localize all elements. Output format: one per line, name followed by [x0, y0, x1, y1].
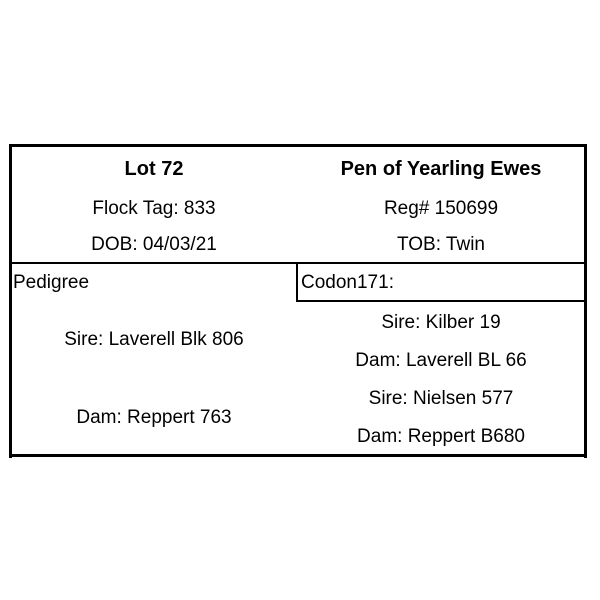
section-divider: [9, 262, 587, 264]
codon-bottom-divider: [296, 300, 587, 302]
pedigree-label: Pedigree: [13, 272, 90, 293]
lot-card: [9, 144, 587, 458]
registration-number: Reg# 150699: [383, 198, 499, 219]
paternal-grandsire: Sire: Kilber 19: [381, 312, 501, 333]
pen-title: Pen of Yearling Ewes: [340, 158, 542, 180]
flock-tag: Flock Tag: 833: [92, 198, 216, 219]
maternal-granddam: Dam: Reppert B680: [357, 426, 525, 447]
maternal-grandsire: Sire: Nielsen 577: [368, 388, 514, 409]
dob: DOB: 04/03/21: [91, 234, 217, 255]
codon-left-divider: [296, 262, 298, 302]
card-bottom-border: [9, 454, 587, 457]
type-of-birth: TOB: Twin: [397, 234, 485, 255]
pedigree-sire: Sire: Laverell Blk 806: [64, 329, 244, 350]
codon-label: Codon171:: [301, 272, 394, 293]
card-top-border: [9, 144, 587, 147]
lot-title: Lot 72: [124, 158, 184, 180]
paternal-granddam: Dam: Laverell BL 66: [355, 350, 527, 371]
pedigree-dam: Dam: Reppert 763: [76, 407, 232, 428]
